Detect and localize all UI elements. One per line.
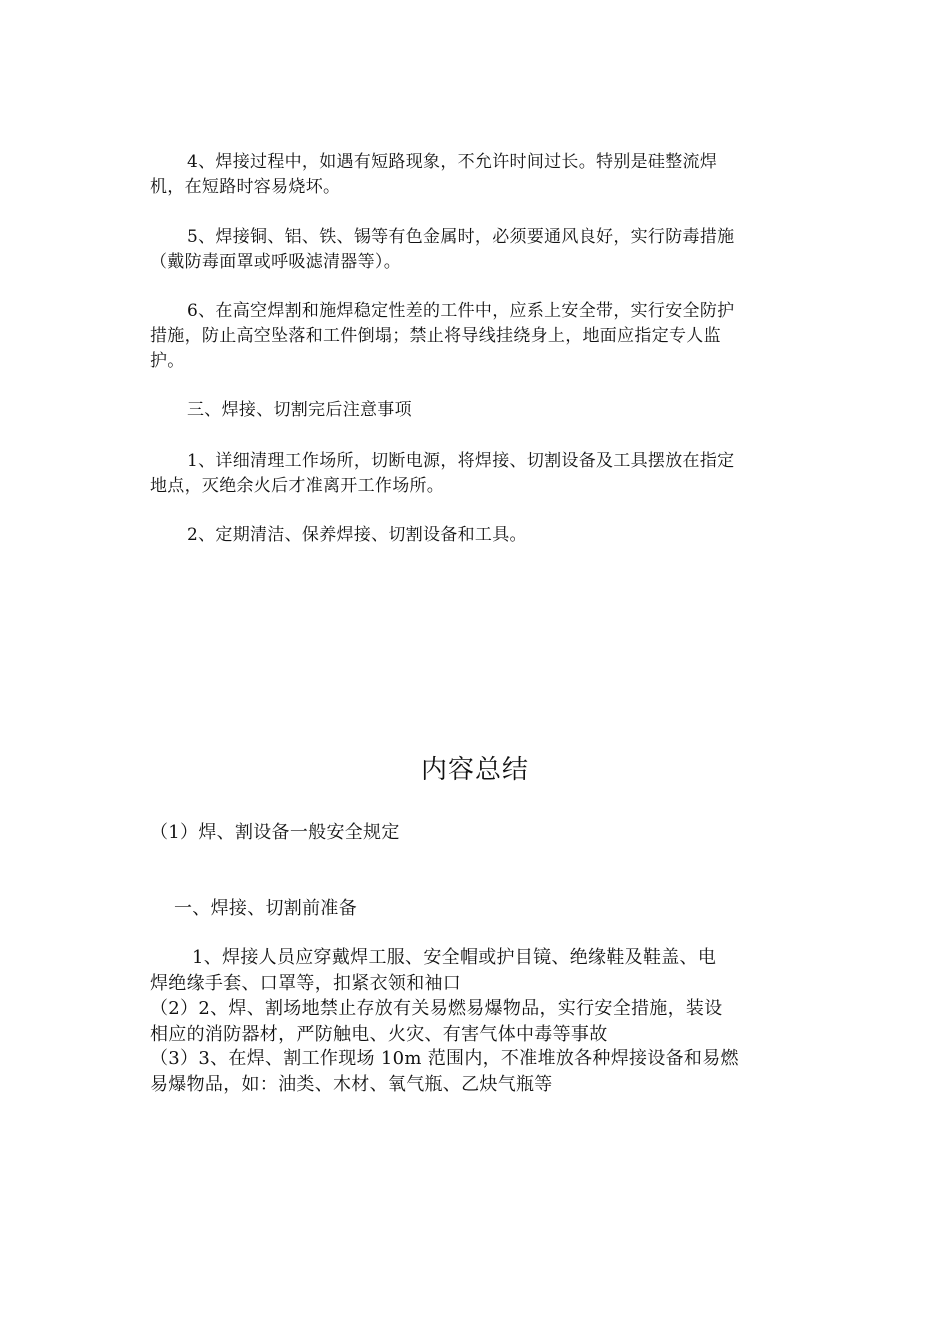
paragraph-line: 4、焊接过程中，如遇有短路现象，不允许时间过长。特别是硅整流焊 <box>187 152 718 172</box>
summary-line: 相应的消防器材，严防触电、火灾、有害气体中毒等事故 <box>150 1024 608 1045</box>
paragraph-line: 机，在短路时容易烧坏。 <box>150 177 341 197</box>
paragraph-line: 1、详细清理工作场所，切断电源，将焊接、切割设备及工具摆放在指定 <box>187 451 735 471</box>
summary-line: 易爆物品，如：油类、木材、氧气瓶、乙炔气瓶等 <box>150 1074 553 1095</box>
paragraph-5 <box>150 225 800 275</box>
section-heading-text: 三、焊接、切割完后注意事项 <box>187 400 412 420</box>
summary-item-1-detail <box>150 945 810 997</box>
paragraph-line: 5、焊接铜、铝、铁、锡等有色金属时，必须要通风良好，实行防毒措施 <box>187 227 735 247</box>
paragraph-4 <box>150 150 800 200</box>
summary-line: （2）2、焊、割场地禁止存放有关易燃易爆物品，实行安全措施，装设 <box>150 998 723 1019</box>
summary-heading-text: 一、焊接、切割前准备 <box>174 898 357 919</box>
summary-item-2 <box>150 996 810 1048</box>
paragraph-line: （戴防毒面罩或呼吸滤清器等）。 <box>150 252 401 272</box>
summary-item-3 <box>150 1046 810 1098</box>
summary-title: 内容总结 <box>420 755 529 785</box>
paragraph-after-1 <box>150 449 800 499</box>
summary-line: （1）焊、割设备一般安全规定 <box>150 822 400 843</box>
summary-item-1 <box>150 820 810 846</box>
paragraph-line: 护。 <box>150 351 185 371</box>
section-heading-3 <box>150 398 800 423</box>
paragraph-line: 6、在高空焊割和施焊稳定性差的工件中，应系上安全带，实行安全防护 <box>187 301 735 321</box>
paragraph-after-2 <box>150 523 800 548</box>
summary-line: 焊绝缘手套、口罩等，扣紧衣领和袖口 <box>150 973 462 994</box>
paragraph-line: 2、定期清洁、保养焊接、切割设备和工具。 <box>187 525 527 545</box>
summary-heading-1 <box>150 896 810 922</box>
paragraph-6 <box>150 299 800 374</box>
paragraph-line: 地点，灭绝余火后才准离开工作场所。 <box>150 476 445 496</box>
paragraph-line: 措施，防止高空坠落和工件倒塌；禁止将导线挂绕身上，地面应指定专人监 <box>150 326 721 346</box>
summary-line: 1、焊接人员应穿戴焊工服、安全帽或护目镜、绝缘鞋及鞋盖、电 <box>192 947 717 968</box>
summary-line: （3）3、在焊、割工作现场 10m 范围内，不准堆放各种焊接设备和易燃 <box>150 1048 739 1069</box>
